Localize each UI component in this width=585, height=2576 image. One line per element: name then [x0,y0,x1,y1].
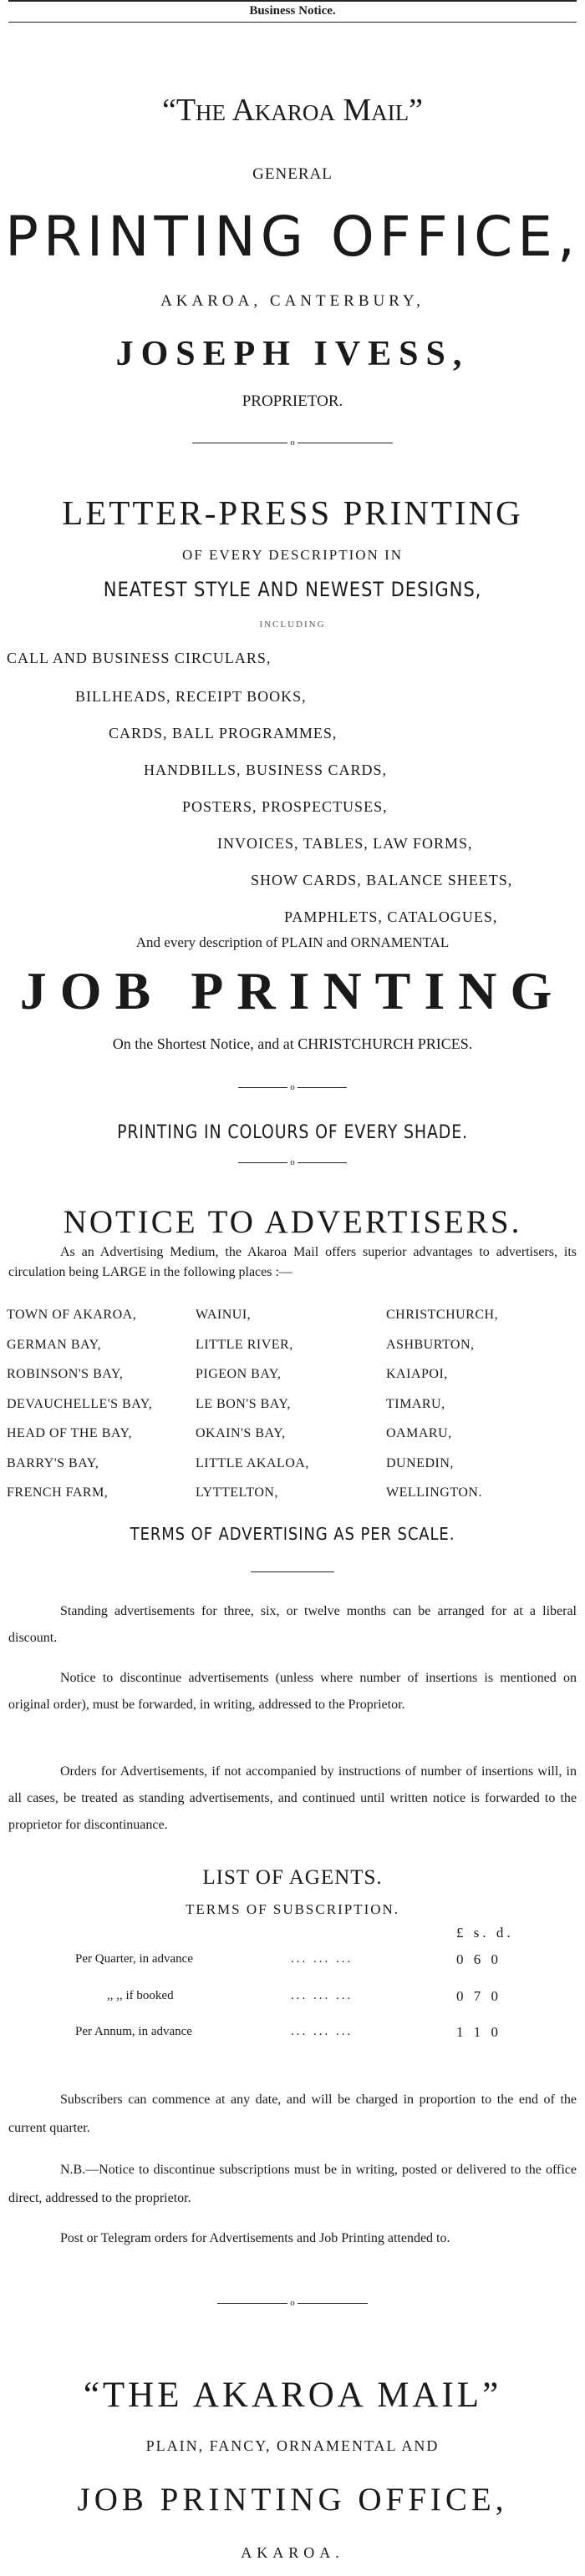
notice-title: NOTICE TO ADVERTISERS. [63,1204,522,1240]
job-printing-title: JOB PRINTING [19,961,566,1020]
place-name: PIGEON BAY, [196,1367,282,1381]
subscription-amount: 1 1 0 [456,2024,501,2040]
service-item: SHOW CARDS, BALANCE SHEETS, [251,872,513,888]
dot-leader: ... ... ... [291,2025,354,2038]
ornament-glyph: o [287,438,298,448]
subscription-label: ,, ,, if booked [107,1989,174,2002]
place-name: LITTLE RIVER, [196,1338,293,1352]
subscription-note: N.B.—Notice to discontinue subscriptions must be in writing, posted or delivered to the office direct, addressed to the proprietor. [8,2163,577,2205]
footer-job-printing-office: JOB PRINTING OFFICE, [77,2482,508,2518]
letterpress-style: NEATEST STYLE AND NEWEST DESIGNS, [103,578,482,601]
subscription-label: Per Quarter, in advance [75,1952,193,1966]
letterpress-every: OF EVERY DESCRIPTION IN [181,547,404,563]
place-name: CHRISTCHURCH, [386,1308,499,1322]
service-item: CARDS, BALL PROGRAMMES, [109,725,338,741]
notice-intro: As an Advertising Medium, the Akaroa Mail offers superior advantages to advertisers, its circulation being LARGE in the following places :— [8,1245,577,1279]
footer-plain: PLAIN, FANCY, ORNAMENTAL AND [145,2437,440,2454]
masthead-proprietor-name: JOSEPH IVESS, [115,335,470,373]
agents-title: LIST OF AGENTS. [202,1866,383,1889]
subscription-note: Post or Telegram orders for Advertisements and Job Printing attended to. [60,2231,450,2245]
masthead-role: PROPRIETOR. [242,392,343,410]
masthead-printing-office: PRINTING OFFICE, [5,205,580,269]
paragraph-standing: Standing advertisements for three, six, or twelve months can be arranged for at a liberal discount. [8,1604,577,1645]
header-rule-bottom [8,22,577,23]
paragraph-discontinue: Notice to discontinue advertisements (unless where number of insertions is mentioned on original order), must be forwarded, in writing, addressed to the Proprietor. [8,1671,577,1712]
footer-place: AKAROA. [241,2544,344,2561]
ornament-glyph: o [287,1082,298,1092]
service-item: CALL AND BUSINESS CIRCULARS, [7,650,272,666]
place-name: DEVAUCHELLE'S BAY, [7,1397,153,1411]
service-item: PAMPHLETS, CATALOGUES, [284,908,498,925]
and-every-line: And every description of PLAIN and ORNAMENTAL [135,934,450,950]
place-name: LITTLE AKALOA, [196,1456,309,1470]
place-name: WELLINGTON. [386,1485,482,1500]
currency-header: £ s. d. [456,1925,514,1941]
place-name: WAINUI, [196,1308,252,1322]
subscription-terms-title: TERMS OF SUBSCRIPTION. [185,1901,400,1917]
header-title: Business Notice. [249,4,336,18]
place-name: HEAD OF THE BAY, [7,1426,132,1440]
subscription-amount: 0 6 0 [456,1951,501,1967]
colours-line: PRINTING IN COLOURS OF EVERY SHADE. [117,1122,468,1143]
masthead-location: AKAROA, CANTERBURY, [160,292,425,310]
place-name: OAMARU, [386,1426,452,1440]
place-name: ASHBURTON, [386,1338,475,1352]
masthead-title: “The Akaroa Mail” [161,93,424,128]
shortest-notice-line: On the Shortest Notice, and at CHRISTCHURCH PRICES. [112,1035,473,1052]
place-name: FRENCH FARM, [7,1485,109,1500]
place-name: LYTTELTON, [196,1485,278,1500]
ornament-glyph: o [287,1157,298,1167]
place-name: BARRY'S BAY, [7,1456,99,1470]
paragraph-orders: Orders for Advertisements, if not accompanied by instructions of number of insertions will, in all cases, be treated as standing advertisements, and continued until written notice is forwarded to the proprietor for discontinuance. [8,1764,577,1832]
place-name: GERMAN BAY, [7,1338,102,1352]
subscription-note: Subscribers can commence at any date, and will be charged in proportion to the end of the current quarter. [8,2093,577,2135]
service-item: INVOICES, TABLES, LAW FORMS, [217,835,473,852]
ornament-divider [238,1157,347,1169]
letterpress-including: INCLUDING [259,620,326,630]
place-name: ROBINSON'S BAY, [7,1367,124,1381]
header-rule-top [8,0,577,2]
dot-leader: ... ... ... [291,1989,354,2002]
service-item: BILLHEADS, RECEIPT BOOKS, [75,688,307,705]
place-name: OKAIN'S BAY, [196,1426,286,1440]
place-name: LE BON'S BAY, [196,1397,291,1411]
service-item: POSTERS, PROSPECTUSES, [182,798,388,815]
ornament-divider [217,2298,368,2310]
ornament-glyph: o [287,2298,298,2308]
subscription-amount: 0 7 0 [456,1988,501,2004]
place-name: TOWN OF AKAROA, [7,1308,137,1322]
short-rule [251,1571,334,1572]
place-name: KAIAPOI, [386,1367,448,1381]
service-item: HANDBILLS, BUSINESS CARDS, [144,762,388,778]
place-name: TIMARU, [386,1397,445,1411]
masthead-general: GENERAL [252,165,333,183]
dot-leader: ... ... ... [291,1952,354,1966]
ornament-divider [192,438,393,449]
subscription-label: Per Annum, in advance [75,2025,192,2038]
footer-title: “THE AKAROA MAIL” [83,2376,502,2415]
ornament-divider [238,1082,347,1094]
place-name: DUNEDIN, [386,1456,454,1470]
terms-of-advertising: TERMS OF ADVERTISING AS PER SCALE. [130,1524,455,1544]
letterpress-title: LETTER-PRESS PRINTING [62,493,523,532]
